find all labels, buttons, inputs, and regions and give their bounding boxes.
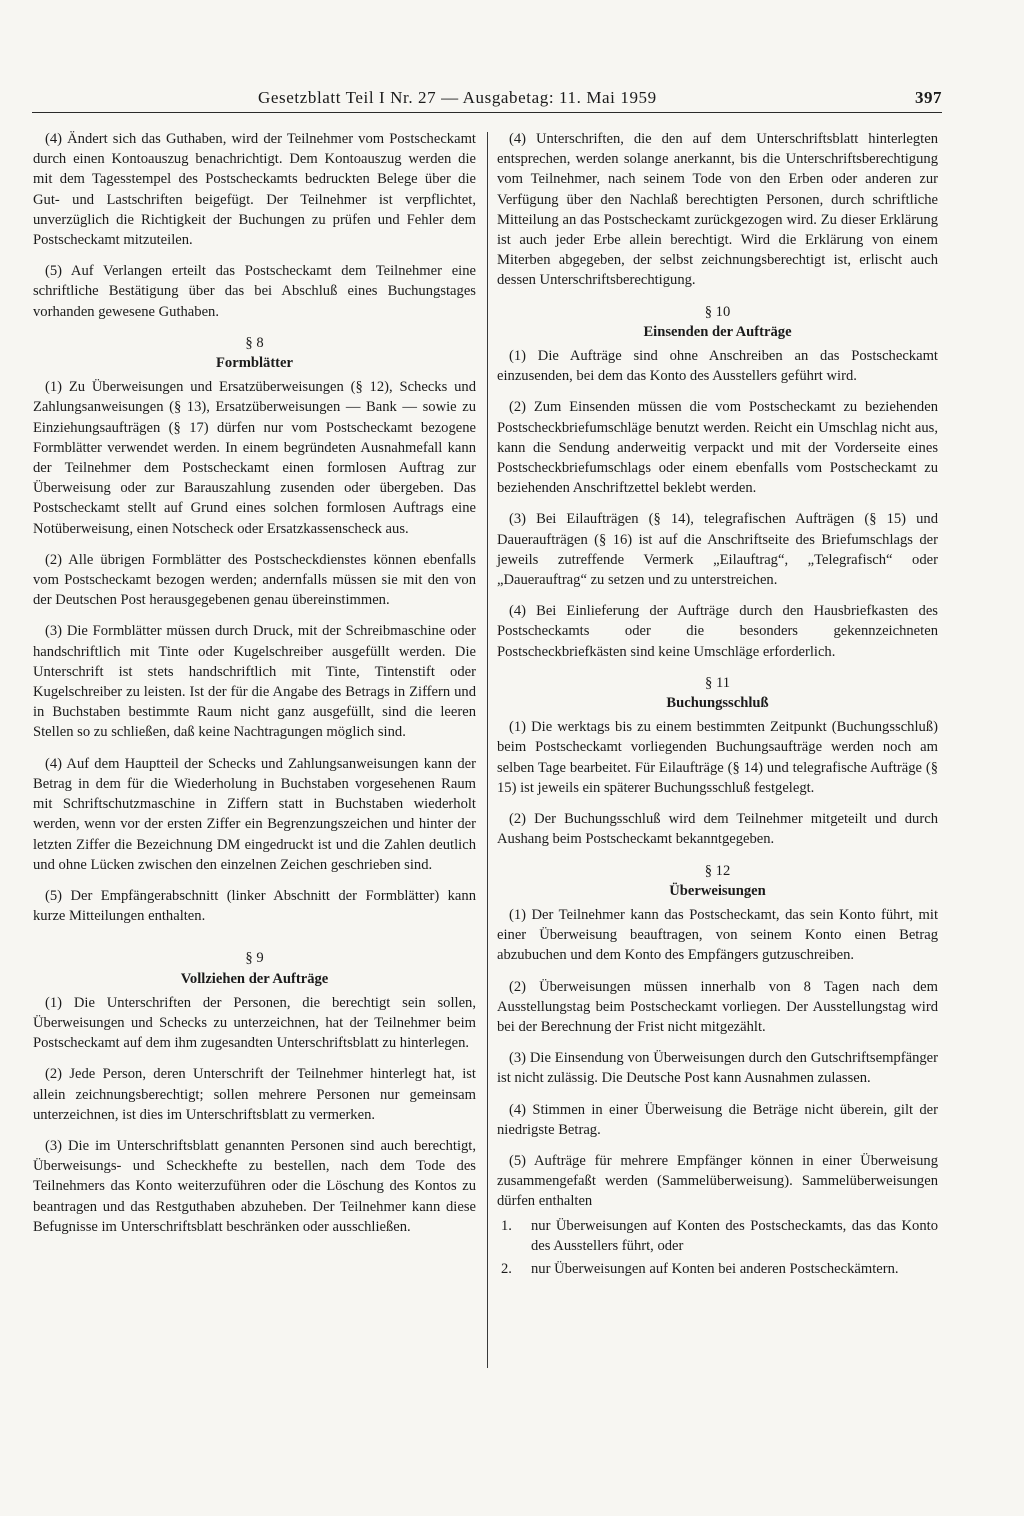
list-number: 2. <box>501 1260 512 1277</box>
paragraph: (1) Die Aufträge sind ohne Anschreiben an das Postscheckamt einzusenden, bei dem das Konto des Ausstellers geführt wird. <box>497 348 938 385</box>
section-heading-10 <box>497 302 938 342</box>
paragraph: (4) Auf dem Hauptteil der Schecks und Zahlungsanweisungen kann der Betrag in dem für die Wiederholung in Buchstaben vorgesehenen Raum mit Schriftschutzmaschine in Ziffern statt in Buchstaben wiederholt werden, wenn vor der ersten Ziffer ein Begrenzungszeichen und hinter der letzten Ziffer die Bezeichnung DM eingedruckt ist und die Zahlen deutlich und ohne Lücken zwischen den einzelnen Zeichen geschrieben sind. <box>33 755 476 873</box>
section-number: § 11 <box>705 674 730 691</box>
column-divider <box>487 132 488 1368</box>
paragraph: (2) Zum Einsenden müssen die vom Postscheckamt zu beziehenden Postscheckbriefumschläge benutzt werden. Reicht ein Umschlag nicht aus, kann die Sendung anderweitig verpackt und mit der Vorderseite eines Postscheckbriefumschlags oder einem ebenfalls vom Postscheckamt zu beziehenden Anschriftzettel beklebt werden. <box>497 399 938 497</box>
header-rule <box>32 112 942 113</box>
paragraph: (5) Der Empfängerabschnitt (linker Abschnitt der Formblätter) kann kurze Mitteilungen enthalten. <box>33 887 476 925</box>
section-number: § 9 <box>245 950 264 967</box>
right-column <box>497 129 938 1282</box>
section-title: Formblätter <box>216 355 293 372</box>
paragraph: (1) Die Unterschriften der Personen, die berechtigt sein sollen, Überweisungen und Schecks zu unterzeichnen, hat der Teilnehmer beim Postscheckamt auf dem ihm zugesandten Unterschriftsblatt zu hinterlegen. <box>33 994 476 1052</box>
paragraph: (1) Zu Überweisungen und Ersatzüberweisungen (§ 12), Schecks und Zahlungsanweisungen (§ 13), Ersatzüberweisungen — Bank — sowie zu Einziehungsaufträgen (§ 17) dürfen nur vom Postscheckamt bezogene Formblätter verwendet werden. In einem begründeten Ausnahmefall kann der Teilnehmer dem Postscheckamt einen formlosen Auftrag zur Überweisung oder zur Barauszahlung zusenden oder übergeben. Das Postscheckamt stellt auf Grund eines solchen formlosen Auftrags eine Notüberweisung, einen Notscheck oder Ersatzkassenscheck aus. <box>33 379 476 537</box>
list-item <box>497 1216 938 1256</box>
paragraph: (4) Stimmen in einer Überweisung die Beträge nicht überein, gilt der niedrigste Betrag. <box>497 1101 938 1138</box>
section-heading-12 <box>497 861 938 901</box>
paragraph: (4) Ändert sich das Guthaben, wird der Teilnehmer vom Postscheckamt durch einen Kontoauszug benachrichtigt. Dem Kontoauszug werden die mit dem Tagesstempel des Postscheckamts bedruckten Belege über die Gut- und Lastschriften beigefügt. Der Teilnehmer ist verpflichtet, unverzüglich die Richtigkeit der Buchungen zu prüfen und Fehler dem Postscheckamt mitzuteilen. <box>33 131 476 249</box>
section-number: § 10 <box>704 303 731 320</box>
section-number: § 8 <box>245 334 264 351</box>
paragraph: (4) Unterschriften, die den auf dem Unterschriftsblatt hinterlegten entsprechen, werden solange anerkannt, bis die Unterschriftsberechtigung vom Teilnehmer, nach seinem Tode von den Erben oder anderen zur Verfügung über den Nachlaß berechtigten Personen, durch schriftliche Mitteilung an das Postscheckamt zurückgezogen wird. Zu dieser Erklärung ist auch jeder Erbe allein berechtigt. Wird die Erklärung von einem Miterben abgegeben, der selbst zeichnungsberechtigt ist, erlischt auch dessen Unterschriftsberechtigung. <box>497 131 938 289</box>
list-text: nur Überweisungen auf Konten bei anderen Postscheckämtern. <box>531 1260 899 1277</box>
paragraph: (1) Die werktags bis zu einem bestimmten Zeitpunkt (Buchungsschluß) beim Postscheckamt vorliegenden Buchungsaufträge werden noch am selben Tage bearbeitet. Für Eilaufträge (§ 14) und telegrafische Aufträge (§ 15) ist jeweils ein späterer Buchungsschluß festgelegt. <box>497 719 938 796</box>
paragraph: (2) Überweisungen müssen innerhalb von 8 Tagen nach dem Ausstellungstag beim Postscheckamt vorliegen. Der Ausstellungstag wird bei der Berechnung der Frist nicht mitgezählt. <box>497 978 938 1035</box>
paragraph: (3) Bei Eilaufträgen (§ 14), telegrafischen Aufträgen (§ 15) und Daueraufträgen (§ 16) ist auf die Anschriftseite des Briefumschlags der jeweils zutreffende Vermerk „Eilauftrag“, „Telegrafisch“ oder „Dauerauftrag“ zu setzen und zu unterstreichen. <box>497 511 938 589</box>
section-heading-11 <box>497 673 938 713</box>
paragraph: (2) Alle übrigen Formblätter des Postscheckdienstes können ebenfalls vom Postscheckamt bezogen werden; andernfalls müssen sie mit den von der Deutschen Post herausgegebenen genau übereinstimmen. <box>33 551 476 609</box>
paragraph: (3) Die Einsendung von Überweisungen durch den Gutschriftsempfänger ist nicht zulässig. Die Deutsche Post kann Ausnahmen zulassen. <box>497 1050 938 1087</box>
paragraph: (2) Jede Person, deren Unterschrift der Teilnehmer hinterlegt hat, ist allein zeichnungsberechtigt; sollen mehrere Personen nur gemeinsam unterzeichnen, ist dies im Unterschriftsblatt zu vermerken. <box>33 1066 476 1123</box>
list-text: nur Überweisungen auf Konten des Postscheckamts, das das Konto des Ausstellers führt, oder <box>531 1217 938 1254</box>
paragraph: (5) Auf Verlangen erteilt das Postscheckamt dem Teilnehmer eine schriftliche Bestätigung über das bei Abschluß eines Buchungstages vorhanden gewesene Guthaben. <box>33 263 476 320</box>
page-number: 397 <box>915 88 942 107</box>
section-title: Einsenden der Aufträge <box>643 323 792 340</box>
paragraph: (3) Die im Unterschriftsblatt genannten Personen sind auch berechtigt, Überweisungs- und Scheckhefte zu bestellen, nach dem Tode des Teilnehmers das Konto weiterzuführen oder die Löschung des Kontos zu beantragen und das Restguthaben abzuheben. Der Teilnehmer kann diese Befugnisse im Unterschriftsblatt beschränken oder ausschließen. <box>33 1137 476 1235</box>
section-number: § 12 <box>704 862 731 879</box>
section-title: Buchungsschluß <box>666 695 769 712</box>
page-header <box>0 88 1024 118</box>
paragraph: (1) Der Teilnehmer kann das Postscheckamt, das sein Konto führt, mit einer Überweisung beauftragen, von seinem Konto einen Betrag abzubuchen und dem Konto des Empfängers gutzuschreiben. <box>497 906 938 964</box>
paragraph: (4) Bei Einlieferung der Aufträge durch den Hausbriefkasten des Postscheckamts oder die besonders gekennzeichneten Postscheckbriefkästen sind keine Umschläge erforderlich. <box>497 603 938 660</box>
section-title: Überweisungen <box>669 882 766 899</box>
paragraph: (2) Der Buchungsschluß wird dem Teilnehmer mitgeteilt und durch Aushang beim Postscheckamt bekanntgegeben. <box>497 811 938 848</box>
list-item <box>497 1259 938 1279</box>
list-number: 1. <box>501 1217 512 1234</box>
section-title: Vollziehen der Aufträge <box>180 970 329 987</box>
section-heading-8 <box>33 333 476 373</box>
section-heading-9 <box>33 948 476 988</box>
paragraph: (3) Die Formblätter müssen durch Druck, mit der Schreibmaschine oder handschriftlich mit Tinte oder Kugelschreiber ausgefüllt werden. Die Unterschrift ist stets handschriftlich mit Tinte, Tintenstift oder Kugelschreiber zu leisten. Ist der für die Angabe des Betrags in Ziffern und in Buchstaben bestimmte Raum nicht ganz ausgefüllt, sind die leeren Stellen so zu schließen, daß keine Nachtragungen möglich sind. <box>33 623 476 741</box>
paragraph: (5) Aufträge für mehrere Empfänger können in einer Überweisung zusammengefaßt werden (Sammelüberweisung). Sammelüberweisungen dürfen enthalten <box>497 1152 938 1210</box>
left-column <box>33 129 476 1248</box>
header-title: Gesetzblatt Teil I Nr. 27 — Ausgabetag: 11. Mai 1959 <box>258 88 657 107</box>
